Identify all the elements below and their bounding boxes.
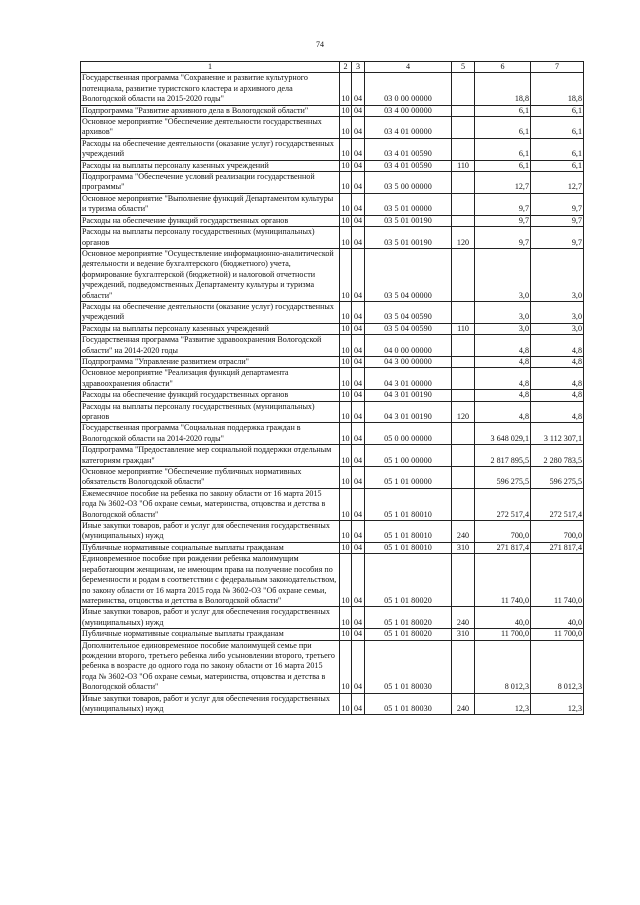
subsection-code: 04 [352, 640, 365, 693]
column-header: 3 [352, 62, 365, 73]
expense-type-code [452, 335, 475, 357]
expense-type-code: 120 [452, 227, 475, 249]
table-row [81, 215, 584, 226]
target-article-code: 03 0 00 00000 [365, 73, 452, 105]
table-row [81, 607, 584, 629]
amount-col6: 4,8 [475, 401, 531, 423]
subsection-code: 04 [352, 629, 365, 640]
amount-col7: 3 112 307,1 [531, 423, 584, 445]
subsection-code: 04 [352, 445, 365, 467]
amount-col6: 4,8 [475, 390, 531, 401]
table-row [81, 248, 584, 301]
target-article-code: 05 1 01 80010 [365, 521, 452, 543]
section-code: 10 [340, 368, 352, 390]
table-row [81, 335, 584, 357]
amount-col6: 12,7 [475, 172, 531, 194]
row-name: Расходы на выплаты персоналу казенных учреждений [81, 323, 340, 334]
row-name: Расходы на обеспечение функций государственных органов [81, 215, 340, 226]
section-code: 10 [340, 445, 352, 467]
expense-type-code: 240 [452, 693, 475, 715]
subsection-code: 04 [352, 335, 365, 357]
row-name: Подпрограмма "Управление развитием отрасли" [81, 356, 340, 367]
amount-col7: 3,0 [531, 323, 584, 334]
section-code: 10 [340, 138, 352, 160]
expense-type-code: 240 [452, 521, 475, 543]
amount-col6: 6,1 [475, 105, 531, 116]
table-row [81, 368, 584, 390]
subsection-code: 04 [352, 117, 365, 139]
row-name: Расходы на обеспечение деятельности (оказание услуг) государственных учреждений [81, 138, 340, 160]
column-header: 5 [452, 62, 475, 73]
target-article-code: 05 1 01 80010 [365, 542, 452, 553]
target-article-code: 05 1 00 00000 [365, 445, 452, 467]
section-code: 10 [341, 390, 350, 400]
target-article-code: 05 1 01 80010 [365, 488, 452, 520]
row-name: Государственная программа "Сохранение и развитие культурного потенциала, развитие туристского кластера и архивного дела Вологодской области на 2015-2020 годы" [81, 73, 340, 105]
row-name: Ежемесячное пособие на ребенка по закону области от 16 марта 2015 года № 3602-ОЗ "Об охране семьи, материнства, отцовства и детства в Вологодской области" [81, 488, 340, 520]
expense-type-code [452, 390, 475, 401]
amount-col7: 8 012,3 [531, 640, 584, 693]
amount-col6: 9,7 [475, 193, 531, 215]
row-name: Иные закупки товаров, работ и услуг для обеспечения государственных (муниципальных) нужд [81, 693, 340, 715]
section-code: 10 [341, 215, 350, 225]
row-name: Единовременное пособие при рождении ребенка малоимущим неработающим женщинам, не имеющим права на получение пособия по беременности и родам в соответствии с федеральным законодательством, по закону области от 16 марта 2015 года № 3602-ОЗ "Об охране семьи, материнства, отцовства и детства в Вологодской области" [81, 554, 340, 607]
column-header: 7 [531, 62, 584, 73]
row-name: Подпрограмма "Развитие архивного дела в Вологодской области" [81, 105, 340, 116]
subsection-code: 04 [352, 467, 365, 489]
section-code: 10 [341, 542, 350, 552]
amount-col7: 9,7 [531, 215, 584, 226]
section-code: 10 [340, 554, 352, 607]
expense-type-code: 240 [452, 607, 475, 629]
section-code: 10 [340, 521, 352, 543]
subsection-code: 04 [352, 356, 365, 367]
expense-type-code [452, 215, 475, 226]
section-code: 10 [340, 193, 352, 215]
row-name: Подпрограмма "Обеспечение условий реализации государственной программы" [81, 172, 340, 194]
target-article-code: 04 3 01 00000 [365, 368, 452, 390]
row-name: Основное мероприятие "Выполнение функций Департаментом культуры и туризма области" [81, 193, 340, 215]
section-code: 10 [341, 160, 350, 170]
table-row [81, 301, 584, 323]
section-code: 10 [340, 693, 352, 715]
section-code: 10 [340, 172, 352, 194]
row-name: Расходы на обеспечение функций государственных органов [81, 390, 340, 401]
row-name: Иные закупки товаров, работ и услуг для обеспечения государственных (муниципальных) нужд [81, 521, 340, 543]
amount-col7: 6,1 [531, 117, 584, 139]
row-name: Иные закупки товаров, работ и услуг для обеспечения государственных (муниципальных) нужд [81, 607, 340, 629]
amount-col7: 272 517,4 [531, 488, 584, 520]
amount-col6: 12,3 [475, 693, 531, 715]
target-article-code: 03 5 00 00000 [365, 172, 452, 194]
table-row [81, 488, 584, 520]
table-row [81, 401, 584, 423]
table-row [81, 117, 584, 139]
table-row [81, 227, 584, 249]
subsection-code: 04 [352, 172, 365, 194]
section-code: 10 [340, 248, 352, 301]
row-name: Подпрограмма "Предоставление мер социальной поддержки отдельным категориям граждан" [81, 445, 340, 467]
amount-col7: 18,8 [531, 73, 584, 105]
subsection-code: 04 [352, 693, 365, 715]
row-name: Основное мероприятие "Реализация функций департамента здравоохранения области" [81, 368, 340, 390]
expense-type-code [452, 368, 475, 390]
amount-col7: 6,1 [531, 138, 584, 160]
expense-type-code: 110 [452, 160, 475, 171]
target-article-code: 03 5 01 00190 [365, 227, 452, 249]
table-row [81, 693, 584, 715]
table-row [81, 629, 584, 640]
table-row [81, 423, 584, 445]
section-code: 10 [340, 467, 352, 489]
target-article-code: 05 1 01 80020 [365, 554, 452, 607]
expense-type-code [452, 73, 475, 105]
column-header: 2 [340, 62, 352, 73]
amount-col7: 9,7 [531, 227, 584, 249]
section-code: 10 [340, 488, 352, 520]
budget-table [80, 61, 584, 715]
row-name: Основное мероприятие "Обеспечение публичных нормативных обязательств Вологодской области" [81, 467, 340, 489]
target-article-code: 03 5 04 00590 [365, 301, 452, 323]
expense-type-code [452, 193, 475, 215]
row-name: Публичные нормативные социальные выплаты гражданам [81, 629, 340, 640]
table-row [81, 554, 584, 607]
target-article-code: 05 1 01 80020 [365, 607, 452, 629]
amount-col6: 40,0 [475, 607, 531, 629]
subsection-code: 04 [352, 488, 365, 520]
amount-col7: 4,8 [531, 335, 584, 357]
amount-col7: 4,8 [531, 368, 584, 390]
target-article-code: 03 4 01 00590 [365, 138, 452, 160]
section-code: 10 [341, 629, 350, 639]
table-row [81, 521, 584, 543]
amount-col7: 9,7 [531, 193, 584, 215]
subsection-code: 04 [352, 193, 365, 215]
target-article-code: 03 4 01 00000 [365, 117, 452, 139]
target-article-code: 03 5 01 00000 [365, 193, 452, 215]
amount-col6: 272 517,4 [475, 488, 531, 520]
amount-col6: 8 012,3 [475, 640, 531, 693]
table-row [81, 467, 584, 489]
table-row [81, 542, 584, 553]
amount-col6: 3,0 [475, 323, 531, 334]
expense-type-code: 120 [452, 401, 475, 423]
target-article-code: 03 4 00 00000 [365, 105, 452, 116]
amount-col7: 700,0 [531, 521, 584, 543]
expense-type-code [452, 467, 475, 489]
amount-col7: 6,1 [531, 105, 584, 116]
section-code: 10 [340, 227, 352, 249]
amount-col6: 11 740,0 [475, 554, 531, 607]
row-name: Публичные нормативные социальные выплаты гражданам [81, 542, 340, 553]
table-row [81, 323, 584, 334]
expense-type-code [452, 356, 475, 367]
table-row [81, 390, 584, 401]
subsection-code: 04 [352, 301, 365, 323]
amount-col7: 2 280 783,5 [531, 445, 584, 467]
amount-col7: 11 700,0 [531, 629, 584, 640]
expense-type-code [452, 445, 475, 467]
target-article-code: 05 1 01 00000 [365, 467, 452, 489]
subsection-code: 04 [352, 160, 365, 171]
expense-type-code [452, 554, 475, 607]
amount-col7: 12,7 [531, 172, 584, 194]
section-code: 10 [341, 356, 350, 366]
amount-col6: 6,1 [475, 160, 531, 171]
section-code: 10 [340, 401, 352, 423]
amount-col6: 4,8 [475, 368, 531, 390]
section-code: 10 [340, 73, 352, 105]
row-name: Расходы на выплаты персоналу государственных (муниципальных) органов [81, 401, 340, 423]
subsection-code: 04 [352, 554, 365, 607]
table-row [81, 160, 584, 171]
expense-type-code [452, 248, 475, 301]
row-name: Государственная программа "Развитие здравоохранения Вологодской области" на 2014-2020 годы [81, 335, 340, 357]
section-code: 10 [340, 335, 352, 357]
amount-col6: 6,1 [475, 117, 531, 139]
row-name: Расходы на выплаты персоналу государственных (муниципальных) органов [81, 227, 340, 249]
table-row [81, 356, 584, 367]
table-header-row [81, 62, 584, 73]
expense-type-code [452, 301, 475, 323]
amount-col7: 4,8 [531, 356, 584, 367]
amount-col7: 12,3 [531, 693, 584, 715]
column-header: 6 [475, 62, 531, 73]
subsection-code: 04 [352, 521, 365, 543]
column-header: 1 [81, 62, 340, 73]
amount-col6: 4,8 [475, 356, 531, 367]
amount-col6: 2 817 895,5 [475, 445, 531, 467]
table-row [81, 105, 584, 116]
page-number: 74 [316, 40, 324, 49]
expense-type-code [452, 117, 475, 139]
amount-col7: 271 817,4 [531, 542, 584, 553]
expense-type-code [452, 423, 475, 445]
amount-col6: 3 648 029,1 [475, 423, 531, 445]
amount-col7: 3,0 [531, 248, 584, 301]
subsection-code: 04 [352, 390, 365, 401]
expense-type-code [452, 138, 475, 160]
amount-col7: 4,8 [531, 390, 584, 401]
amount-col6: 11 700,0 [475, 629, 531, 640]
section-code: 10 [340, 301, 352, 323]
subsection-code: 04 [352, 423, 365, 445]
row-name: Расходы на обеспечение деятельности (оказание услуг) государственных учреждений [81, 301, 340, 323]
column-header: 4 [365, 62, 452, 73]
target-article-code: 05 1 01 80030 [365, 693, 452, 715]
section-code: 10 [340, 640, 352, 693]
amount-col7: 6,1 [531, 160, 584, 171]
expense-type-code [452, 640, 475, 693]
section-code: 10 [340, 423, 352, 445]
amount-col6: 3,0 [475, 301, 531, 323]
amount-col7: 596 275,5 [531, 467, 584, 489]
subsection-code: 04 [352, 368, 365, 390]
expense-type-code [452, 172, 475, 194]
table-row [81, 138, 584, 160]
section-code: 10 [340, 117, 352, 139]
subsection-code: 04 [352, 323, 365, 334]
subsection-code: 04 [352, 215, 365, 226]
target-article-code: 05 0 00 00000 [365, 423, 452, 445]
target-article-code: 03 4 01 00590 [365, 160, 452, 171]
table-row [81, 193, 584, 215]
row-name: Дополнительное единовременное пособие малоимущей семье при рождении второго, третьего ребенка либо усыновлении второго, третьего ребенка в возрасте до одного года по закону области от 16 марта 2015 года № 3602-ОЗ "Об охране семьи, материнства, отцовства и детства в Вологодской области" [81, 640, 340, 693]
expense-type-code: 310 [452, 542, 475, 553]
expense-type-code [452, 105, 475, 116]
expense-type-code [452, 488, 475, 520]
subsection-code: 04 [352, 542, 365, 553]
subsection-code: 04 [352, 227, 365, 249]
section-code: 10 [340, 607, 352, 629]
amount-col6: 9,7 [475, 227, 531, 249]
row-name: Основное мероприятие "Осуществление информационно-аналитической деятельности и ведение бухгалтерского (бюджетного) учета, формирование бухгалтерской (бюджетной) и налоговой отчетности учреждений, подведомственных Департаменту культуры и туризма области" [81, 248, 340, 301]
target-article-code: 03 5 04 00590 [365, 323, 452, 334]
amount-col6: 18,8 [475, 73, 531, 105]
subsection-code: 04 [352, 401, 365, 423]
amount-col7: 40,0 [531, 607, 584, 629]
table-row [81, 640, 584, 693]
expense-type-code: 310 [452, 629, 475, 640]
amount-col6: 700,0 [475, 521, 531, 543]
amount-col6: 271 817,4 [475, 542, 531, 553]
row-name: Государственная программа "Социальная поддержка граждан в Вологодской области на 2014-2020 годы" [81, 423, 340, 445]
subsection-code: 04 [352, 607, 365, 629]
target-article-code: 05 1 01 80020 [365, 629, 452, 640]
amount-col6: 6,1 [475, 138, 531, 160]
amount-col6: 3,0 [475, 248, 531, 301]
section-code: 10 [341, 105, 350, 115]
subsection-code: 04 [352, 73, 365, 105]
expense-type-code: 110 [452, 323, 475, 334]
target-article-code: 04 3 00 00000 [365, 356, 452, 367]
target-article-code: 04 3 01 00190 [365, 401, 452, 423]
row-name: Расходы на выплаты персоналу казенных учреждений [81, 160, 340, 171]
target-article-code: 03 5 01 00190 [365, 215, 452, 226]
target-article-code: 05 1 01 80030 [365, 640, 452, 693]
amount-col6: 9,7 [475, 215, 531, 226]
subsection-code: 04 [352, 248, 365, 301]
section-code: 10 [341, 323, 350, 333]
table-row [81, 445, 584, 467]
amount-col7: 4,8 [531, 401, 584, 423]
target-article-code: 03 5 04 00000 [365, 248, 452, 301]
target-article-code: 04 0 00 00000 [365, 335, 452, 357]
amount-col7: 3,0 [531, 301, 584, 323]
subsection-code: 04 [352, 105, 365, 116]
amount-col7: 11 740,0 [531, 554, 584, 607]
table-row [81, 73, 584, 105]
subsection-code: 04 [352, 138, 365, 160]
table-row [81, 172, 584, 194]
amount-col6: 596 275,5 [475, 467, 531, 489]
row-name: Основное мероприятие "Обеспечение деятельности государственных архивов" [81, 117, 340, 139]
target-article-code: 04 3 01 00190 [365, 390, 452, 401]
amount-col6: 4,8 [475, 335, 531, 357]
